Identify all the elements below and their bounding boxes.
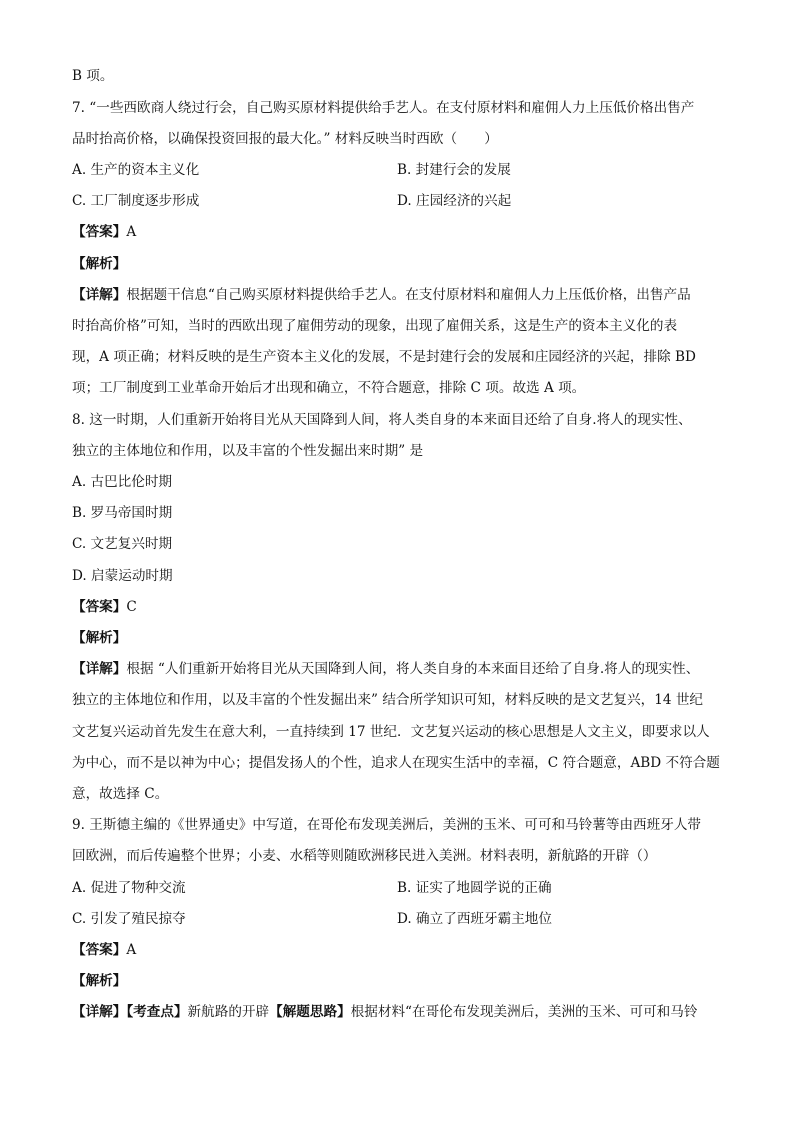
- answer-value: C: [126, 599, 137, 615]
- explanation-tag: 【详解】: [72, 287, 127, 303]
- explanation-line: [72, 1003, 697, 1021]
- option-d: D. 启蒙运动时期: [72, 568, 173, 584]
- explanation-text: 独立的主体地位和作用，以及丰富的个性发掘出来” 结合所学知识可知，材料反映的是文艺复兴，14 世纪: [72, 692, 704, 708]
- answer-line: [72, 223, 136, 241]
- question-9-stem-cont: 回欧洲，而后传遍整个世界；小麦、水稻等则随欧洲移民进入美洲。材料表明，新航路的开辟（）: [72, 848, 657, 864]
- option-d: D. 庄园经济的兴起: [397, 193, 512, 209]
- option-a: A. 古巴比伦时期: [72, 474, 173, 490]
- explanation-text: 为中心，而不是以神为中心；提倡发扬人的个性，追求人在现实生活中的幸福，C 符合题意，ABD 不符合题: [72, 755, 720, 771]
- explanation-text: 时抬高价格”可知，当时的西欧出现了雇佣劳动的现象，出现了雇佣关系，这是生产的资本主义化的表: [72, 318, 678, 334]
- explanation-text: 根据 “人们重新开始将目光从天国降到人间，将人类自身的本来面目还给了自身.将人的现实性、: [126, 661, 700, 677]
- explanation-tag: 【详解】: [72, 661, 127, 677]
- explanation-text: 意，故选择 C。: [72, 786, 169, 802]
- answer-tag: 【答案】: [72, 224, 127, 240]
- exam-point-text: 新航路的开辟: [187, 1004, 270, 1020]
- exam-point-tag: 【考查点】: [126, 1004, 188, 1020]
- answer-tag: 【答案】: [72, 942, 127, 958]
- option-c: C. 引发了殖民掠夺: [72, 911, 186, 927]
- analysis-tag: 【解析】: [72, 630, 127, 646]
- analysis-tag: 【解析】: [72, 973, 127, 989]
- explanation-text: 根据材料“在哥伦布发现美洲后，美洲的玉米、可可和马铃: [350, 1004, 698, 1020]
- answer-tag: 【答案】: [72, 599, 127, 615]
- question-8-stem-cont: 独立的主体地位和作用，以及丰富的个性发掘出来时期” 是: [72, 443, 424, 459]
- option-b: B. 罗马帝国时期: [72, 505, 173, 521]
- option-a: A. 生产的资本主义化: [72, 162, 200, 178]
- text-line: B 项。: [72, 68, 114, 84]
- option-a: A. 促进了物种交流: [72, 880, 186, 896]
- answer-line: [72, 941, 136, 959]
- answer-value: A: [126, 942, 137, 958]
- answer-value: A: [126, 224, 137, 240]
- option-b: B. 证实了地圆学说的正确: [397, 880, 552, 896]
- explanation-line: [72, 660, 699, 678]
- option-c: C. 工厂制度逐步形成: [72, 193, 200, 209]
- option-d: D. 确立了西班牙霸主地位: [397, 911, 552, 927]
- solution-idea-tag: 【解题思路】: [269, 1004, 351, 1020]
- question-7-stem: 7. “一些西欧商人绕过行会，自己购买原材料提供给手艺人。在支付原材料和雇佣人力上压低价格出售产: [72, 100, 695, 116]
- option-b: B. 封建行会的发展: [397, 162, 511, 178]
- explanation-line: [72, 286, 691, 304]
- explanation-text: 文艺复兴运动首先发生在意大利，一直持续到 17 世纪．文艺复兴运动的核心思想是人文主义，即要求以人: [72, 724, 710, 740]
- explanation-text: 根据题干信息“自己购买原材料提供给手艺人。在支付原材料和雇佣人力上压低价格，出售产品: [126, 287, 691, 303]
- question-9-stem: 9. 王斯德主编的《世界通史》中写道，在哥伦布发现美洲后，美洲的玉米、可可和马铃薯等由西班牙人带: [72, 817, 702, 833]
- option-c: C. 文艺复兴时期: [72, 536, 173, 552]
- explanation-text: 现，A 项正确；材料反映的是生产资本主义化的发展，不是封建行会的发展和庄园经济的兴起，排除 BD: [72, 349, 696, 365]
- analysis-tag: 【解析】: [72, 256, 127, 272]
- question-8-stem: 8. 这一时期，人们重新开始将目光从天国降到人间，将人类自身的本来面目还给了自身.将人的现实性、: [72, 412, 692, 428]
- question-7-stem-cont: 品时抬高价格，以确保投资回报的最大化。” 材料反映当时西欧（ ）: [72, 131, 498, 147]
- explanation-text: 项；工厂制度到工业革命开始后才出现和确立，不符合题意，排除 C 项。故选 A 项。: [72, 380, 586, 396]
- explanation-tag: 【详解】: [72, 1004, 127, 1020]
- answer-line: [72, 598, 137, 616]
